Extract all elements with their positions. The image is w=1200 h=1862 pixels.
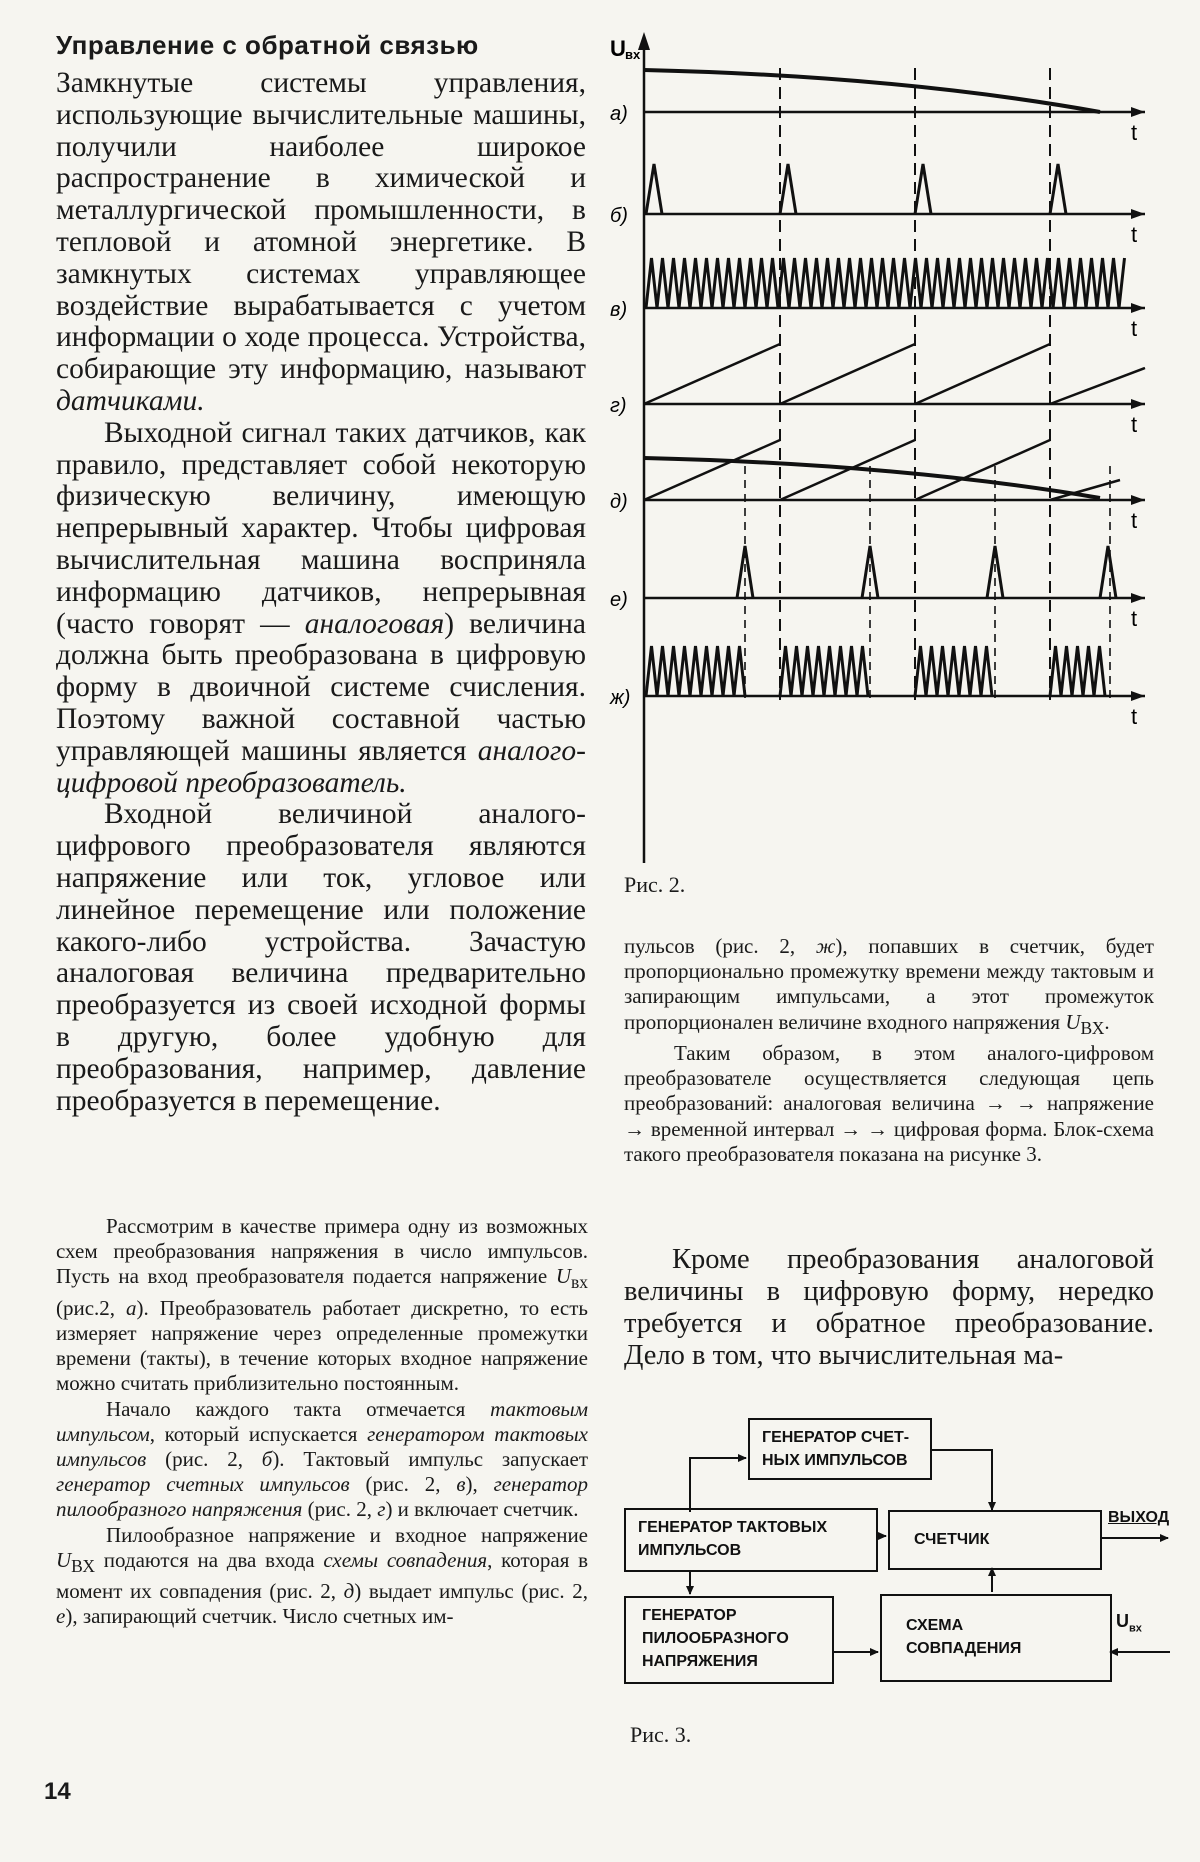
time-axis-label: t xyxy=(1131,412,1138,437)
gated-pulses xyxy=(915,646,992,696)
clock-pulse xyxy=(915,164,931,214)
input-voltage-curve-coincidence xyxy=(644,458,1100,498)
figure-2-caption: Рис. 2. xyxy=(624,872,686,897)
input-voltage-curve xyxy=(644,70,1100,112)
paragraph-sensor-output: Выходной сигнал таких датчиков, как правило, представляет собой некоторую физическую величину, имеющую непрерывный характер. Чтобы цифровая вычислительная машина восприняла информацию датчиков, непрерывная (часто говорят — аналоговая) величина должна быть преобразована в цифровую форму в двоичной системе счисления. Поэтому важной составной частью управляющей машины является аналого-цифровой преобразователь. xyxy=(56,416,587,799)
figure-2-timing-diagram xyxy=(600,28,1170,878)
paragraph-intro: Замкнутые системы управления, использующие вычислительные машины, получили наиболее широкое распространение в химической и металлургической промышленности, в тепловой и атомной энергетике. В замкнутых системах управляющее воздействие вырабатывается с учетом информации о ходе процесса. Устройства, собирающие эту информацию, называют датчиками. xyxy=(56,67,586,417)
time-axis-label: t xyxy=(1131,704,1138,729)
counting-pulses xyxy=(646,258,1125,308)
gated-pulses xyxy=(780,646,868,696)
sawtooth-ramp xyxy=(1050,368,1145,404)
block-count-generator: ГЕНЕРАТОР СЧЕТ- НЫХ ИМПУЛЬСОВ xyxy=(748,1418,932,1480)
block-saw-generator: ГЕНЕРАТОР ПИЛООБРАЗНОГО НАПРЯЖЕНИЯ xyxy=(624,1596,834,1684)
gated-pulses xyxy=(646,646,745,696)
stop-pulse xyxy=(1100,546,1116,598)
row-label: е) xyxy=(610,589,628,611)
clock-pulse xyxy=(646,164,662,214)
term-sensors: датчиками. xyxy=(56,384,205,417)
time-axis-label: t xyxy=(1131,606,1138,631)
paragraph-conversion-chain: Таким образом, в этом аналого-цифровом преобразователе осуществляется следующая цепь преобразований: аналоговая величина → → напряжение → временной интервал → → цифровая форма. Блок-схема такого преобразователя показана на рисунке 3. xyxy=(624,1041,1154,1166)
input-label: $U_{вх}$ xyxy=(1116,1611,1142,1635)
time-axis-label: t xyxy=(1131,120,1138,145)
output-label: ВЫХОД xyxy=(1108,1509,1170,1526)
sawtooth-ramp-coincidence xyxy=(644,440,780,500)
clock-pulse xyxy=(780,164,796,214)
sawtooth-ramp xyxy=(644,344,780,404)
row-label: а) xyxy=(610,103,628,125)
y-axis-label: U xyxy=(610,36,626,61)
gated-pulses xyxy=(1050,646,1105,696)
time-axis-arrow xyxy=(1131,107,1145,117)
clock-pulse xyxy=(1050,164,1066,214)
block-coincidence: СХЕМА СОВПАДЕНИЯ xyxy=(880,1594,1112,1682)
time-axis-label: t xyxy=(1131,222,1138,247)
time-axis-arrow xyxy=(1131,399,1145,409)
left-column-main-text xyxy=(56,68,586,1117)
row-label: д) xyxy=(610,491,628,513)
right-column-small-text xyxy=(624,934,1154,1167)
row-label: в) xyxy=(610,299,628,321)
time-axis-arrow xyxy=(1131,691,1145,701)
paragraph-clock: Начало каждого такта отмечается тактовым импульсом, который испускается генератором тактовых импульсов (рис. 2, б). Тактовый импульс запускает генератор счетных импульсов (рис. 2, в), генератор пилообразного напряжения (рис. 2, г) и включает счетчик. xyxy=(56,1396,588,1522)
time-axis-label: t xyxy=(1131,316,1138,341)
arrow-count-gen-to-counter xyxy=(930,1450,992,1510)
paragraph-adc-input: Входной величиной аналого-цифрового преобразователя являются напряжение или ток, угловое или линейное перемещение или положение какого-либо устройства. Зачастую аналоговая величина предварительно преобразуется из своей исходной формы в другую, более удобную для преобразования, например, давление преобразуется в перемещение. xyxy=(56,798,586,1117)
row-label: б) xyxy=(610,205,628,227)
paragraph-reverse-conversion: Кроме преобразования аналоговой величины в цифровую форму, нередко требуется и обратное преобразование. Дело в том, что вычислительная ма- xyxy=(624,1244,1154,1371)
sawtooth-ramp xyxy=(915,344,1050,404)
block-clock-generator: ГЕНЕРАТОР ТАКТОВЫХ ИМПУЛЬСОВ xyxy=(624,1508,878,1572)
time-axis-arrow xyxy=(1131,593,1145,603)
paragraph-pulse-count: пульсов (рис. 2, ж), попавших в счетчик, будет пропорционально промежутку времени между тактовым и запирающим импульсами, а этот промежуток пропорционален величине входного напряжения $U_{ВХ}$. xyxy=(624,934,1154,1038)
figure-3-block-diagram xyxy=(600,1400,1180,1720)
time-axis-arrow xyxy=(1131,495,1145,505)
page-number: 14 xyxy=(44,1778,71,1805)
row-label: ж) xyxy=(610,687,631,709)
right-column-main-text xyxy=(624,1244,1154,1372)
time-axis-label: t xyxy=(1131,508,1138,533)
row-label: г) xyxy=(610,395,627,417)
term-adc: аналого-цифровой преобразователь. xyxy=(56,734,586,799)
arrow-clock-to-count-gen xyxy=(690,1458,746,1512)
paragraph-coincidence: Пилообразное напряжение и входное напряжение $U_{ВХ}$ подаются на два входа схемы совпадения, которая в момент их совпадения (рис. 2, д) выдает импульс (рис. 2, е), запирающий счетчик. Число счетных им- xyxy=(56,1522,589,1629)
paragraph-example: Рассмотрим в качестве примера одну из возможных схем преобразования напряжения в число импульсов. Пусть на вход преобразователя подается напряжение $U_{вх}$ (рис.2, а). Преобразователь работает дискретно, то есть измеряет напряжение через определенные промежутки времени (такты), в течение которых входное напряжение можно считать приблизительно постоянным. xyxy=(56,1214,588,1396)
time-axis-arrow xyxy=(1131,303,1145,313)
sawtooth-ramp-coincidence xyxy=(915,440,1050,500)
sawtooth-ramp xyxy=(780,344,915,404)
figure-3-caption: Рис. 3. xyxy=(630,1722,692,1747)
y-axis-label-sub: вх xyxy=(625,47,641,62)
time-axis-arrow xyxy=(1131,209,1145,219)
block-counter: СЧЕТЧИК xyxy=(888,1510,1102,1570)
left-column-small-text xyxy=(56,1214,588,1630)
section-title: Управление с обратной связью xyxy=(56,30,479,60)
